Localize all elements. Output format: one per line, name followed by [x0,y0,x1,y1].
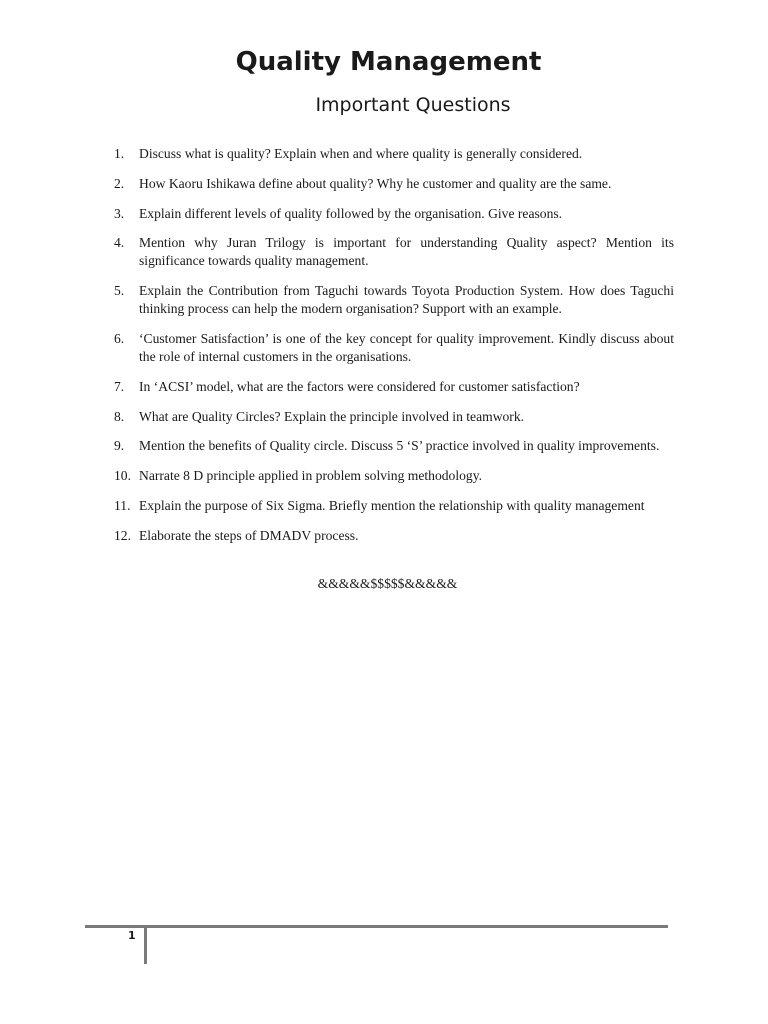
question-item-11 [0,497,768,515]
question-item-10 [0,467,768,485]
question-text: In ‘ACSI’ model, what are the factors were considered for customer satisfaction? [139,378,580,394]
question-item-3 [0,205,768,223]
question-number: 6. [114,330,125,346]
page-number: 1 [128,929,136,942]
question-item-12 [0,527,768,545]
question-text: Mention why Juran Trilogy is important for understanding Quality aspect? Mention its significance towards quality management. [139,235,674,269]
question-item-6 [0,330,768,366]
question-text: Narrate 8 D principle applied in problem solving methodology. [139,468,483,484]
question-item-7 [0,378,768,396]
question-text: Explain the purpose of Six Sigma. Briefly mention the relationship with quality management [139,497,645,513]
question-text: How Kaoru Ishikawa define about quality? Why he customer and quality are the same. [139,175,612,191]
question-number: 8. [114,408,125,424]
page-subtitle: Important Questions [315,94,511,116]
question-number: 12. [114,527,131,543]
question-item-1 [0,145,768,163]
footer-divider [144,928,147,964]
question-number: 1. [114,146,125,161]
question-number: 11. [114,497,131,513]
question-number: 10. [114,468,131,484]
question-text: What are Quality Circles? Explain the principle involved in teamwork. [139,408,525,424]
question-list [0,145,768,557]
question-item-5 [0,282,768,318]
question-item-9 [0,437,768,455]
question-text: Explain the Contribution from Taguchi towards Toyota Production System. How does Taguchi thinking process can help the modern organisation? Support with an example. [139,283,674,317]
question-text: Discuss what is quality? Explain when and where quality is generally considered. [139,146,583,161]
question-text: ‘Customer Satisfaction’ is one of the key concept for quality improvement. Kindly discuss about the role of internal customers in the organisations. [139,330,674,364]
question-item-2 [0,175,768,193]
footer-rule [85,925,668,928]
question-number: 5. [114,283,125,299]
question-item-4 [0,234,768,270]
question-item-8 [0,408,768,426]
question-number: 4. [114,235,125,251]
question-number: 9. [114,438,125,454]
question-text: Mention the benefits of Quality circle. Discuss 5 ‘S’ practice involved in quality improvements. [139,438,660,454]
question-number: 7. [114,378,125,394]
question-text: Explain different levels of quality followed by the organisation. Give reasons. [139,205,563,221]
end-marker: &&&&&$$$$$&&&&& [317,576,458,591]
question-text: Elaborate the steps of DMADV process. [139,527,359,543]
question-number: 3. [114,205,125,221]
question-number: 2. [114,175,125,191]
page-title: Quality Management [235,47,542,77]
